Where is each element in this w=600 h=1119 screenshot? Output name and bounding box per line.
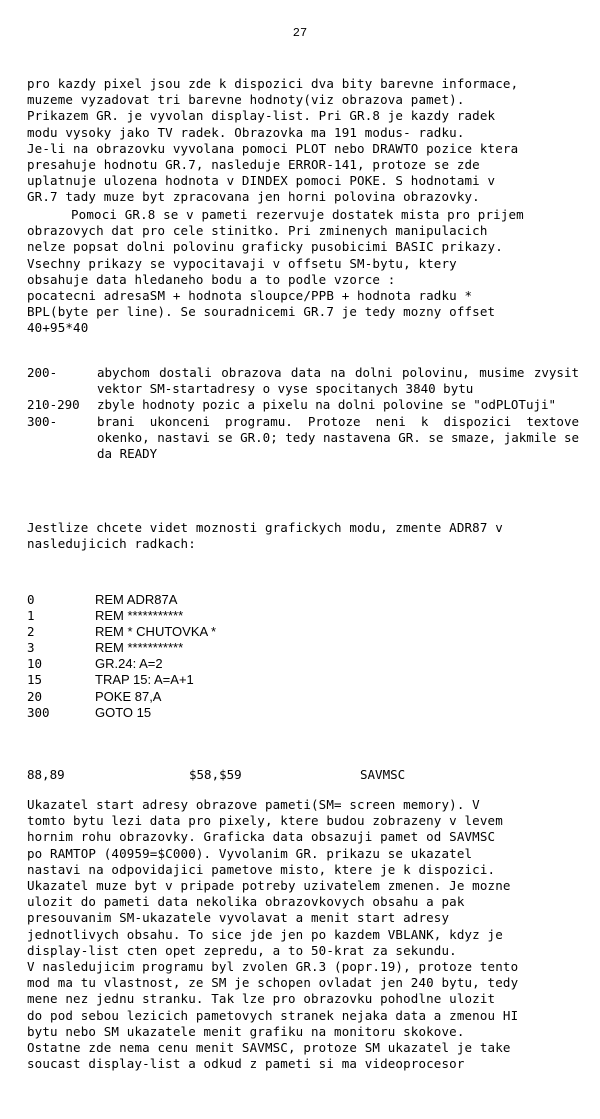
code-line (27, 689, 216, 705)
code-line-number: 2 (27, 624, 35, 640)
address-hex: $58,$59 (189, 767, 242, 782)
code-listing (27, 592, 216, 721)
text-line: muzeme vyzadovat tri barevne hodnoty(viz obrazova pamet). (27, 92, 465, 108)
code-statement: REM *********** (95, 608, 184, 624)
text-line-content: Pomoci GR.8 se v pameti rezervuje dostatek mista pro prijem (71, 207, 524, 222)
text-line: nastavi na odpovidajici pametove misto, ktere je k dispozici. (27, 861, 496, 877)
code-statement: GOTO 15 (95, 704, 152, 720)
text-line: GR.7 tady muze byt zpracovana jen horni polovina obrazovky. (27, 189, 480, 205)
line-description: brani ukonceni programu. Protoze neni k dispozici textove okenko, nastavi se GR.0; tedy nastavena GR. se smaze, jakmile se da READY (97, 413, 579, 462)
code-line (27, 624, 216, 640)
text-line: hornim rohu obrazovky. Graficka data obsazuji pamet od SAVMSC (27, 829, 496, 845)
code-line (27, 640, 216, 656)
code-line (27, 656, 216, 672)
code-statement: POKE 87,A (95, 688, 162, 704)
line-number: 200- (27, 365, 58, 380)
address-label: SAVMSC (360, 767, 406, 782)
code-statement: GR.24: A=2 (95, 656, 163, 672)
code-line (27, 608, 216, 624)
text-line: bytu nebo SM ukazatele menit grafiku na monitoru skokove. (27, 1023, 465, 1039)
text-line: BPL(byte per line). Se souradnicemi GR.7 je tedy mozny offset (27, 304, 496, 320)
text-line: Prikazem GR. je vyvolan display-list. Pri GR.8 je kazdy radek (27, 108, 496, 124)
address-decimal: 88,89 (27, 767, 65, 782)
text-line: mene nez jednu stranku. Tak lze pro obrazovku pohodlne ulozit (27, 991, 496, 1007)
text-line: nelze popsat dolni polovinu graficky pusobicimi BASIC prikazy. (27, 239, 503, 255)
text-line: Je-li na obrazovku vyvolana pomoci PLOT nebo DRAWTO pozice ktera (27, 140, 519, 156)
text-line (27, 207, 579, 223)
text-line: Ostatne zde nema cenu menit SAVMSC, protoze SM ukazatel je take (27, 1040, 511, 1056)
list-item (27, 365, 579, 397)
text-line: po RAMTOP (40959=$C000). Vyvolanim GR. prikazu se ukazatel (27, 845, 473, 861)
text-line: presahuje hodnotu GR.7, nasleduje ERROR-141, protoze se zde (27, 157, 480, 173)
code-line (27, 705, 216, 721)
code-line-number: 0 (27, 592, 35, 607)
text-line: Jestlize chcete videt moznosti grafickych modu, zmente ADR87 v (27, 520, 503, 535)
text-line: mod ma tu vlastnost, ze SM je schopen ovladat jen 240 bytu, tedy (27, 975, 519, 991)
text-line: presouvanim SM-ukazatele vyvolavat a menit start adresy (27, 910, 450, 926)
code-line-number: 3 (27, 640, 35, 656)
code-line-number: 1 (27, 608, 35, 624)
code-line (27, 592, 216, 608)
text-line: uplatnuje ulozena hodnota v DINDEX pomoci POKE. S hodnotami v (27, 173, 496, 189)
code-line-number: 20 (27, 688, 43, 704)
text-line: obsahuje data hledaneho bodu a to podle vzorce : (27, 271, 396, 287)
line-description: abychom dostali obrazova data na dolni polovinu, musime zvysit vektor SM-startadresy o vyse spocitanych 3840 bytu (97, 365, 579, 397)
text-line: pro kazdy pixel jsou zde k dispozici dva bity barevne informace, (27, 76, 519, 91)
text-line: V nasledujicim programu byl zvolen GR.3 (popr.19), protoze tento (27, 959, 519, 975)
paragraph-4 (27, 797, 579, 1072)
code-line-number: 10 (27, 656, 43, 672)
code-line-number: 300 (27, 704, 50, 720)
text-line: Ukazatel start adresy obrazove pameti(SM= screen memory). V (27, 797, 480, 812)
text-line: Vsechny prikazy se vypocitavaji v offsetu SM-bytu, ktery (27, 255, 457, 271)
text-line: modu vysoky jako TV radek. Obrazovka ma 191 modus- radku. (27, 124, 465, 140)
code-statement: TRAP 15: A=A+1 (95, 672, 194, 688)
list-item (27, 414, 579, 463)
text-line: Ukazatel muze byt v pripade potreby uzivatelem zmenen. Je mozne (27, 878, 511, 894)
code-line (27, 672, 216, 688)
code-statement: REM *********** (95, 640, 184, 656)
text-line: soucast display-list a odkud z pameti si ma videoprocesor (27, 1056, 465, 1072)
text-line: pocatecni adresaSM + hodnota sloupce/PPB + hodnota radku * (27, 288, 473, 304)
text-line: tomto bytu lezi data pro pixely, ktere budou zobrazeny v levem (27, 813, 503, 829)
code-statement: REM ADR87A (95, 592, 178, 607)
text-line: 40+95*40 (27, 320, 89, 336)
line-notes-list (27, 365, 579, 462)
text-line: nasledujicich radkach: (27, 536, 196, 552)
line-number: 300- (27, 413, 58, 429)
text-line: do pod sebou lezicich pametovych stranek nejaka data a zmenou HI (27, 1007, 519, 1023)
paragraph-3 (27, 520, 579, 552)
text-line: ulozit do pameti data nekolika obrazovkovych obsahu a pak (27, 894, 465, 910)
paragraph-1 (27, 76, 579, 206)
text-line: display-list cten opet zepredu, a to 50-krat za sekundu. (27, 942, 457, 958)
list-item (27, 397, 579, 413)
paragraph-2 (27, 207, 579, 337)
code-line-number: 15 (27, 672, 43, 688)
line-description: zbyle hodnoty pozic a pixelu na dolni polovine se "odPLOTuji" (97, 397, 557, 413)
code-statement: REM * CHUTOVKA * (95, 624, 217, 640)
text-line: obrazovych dat pro cele stinitko. Pri zminenych manipulacich (27, 223, 488, 239)
line-number: 210-290 (27, 397, 80, 413)
page-number: 27 (292, 26, 308, 40)
text-line: jednotlivych obsahu. To sice jde jen po kazdem VBLANK, kdyz je (27, 926, 503, 942)
